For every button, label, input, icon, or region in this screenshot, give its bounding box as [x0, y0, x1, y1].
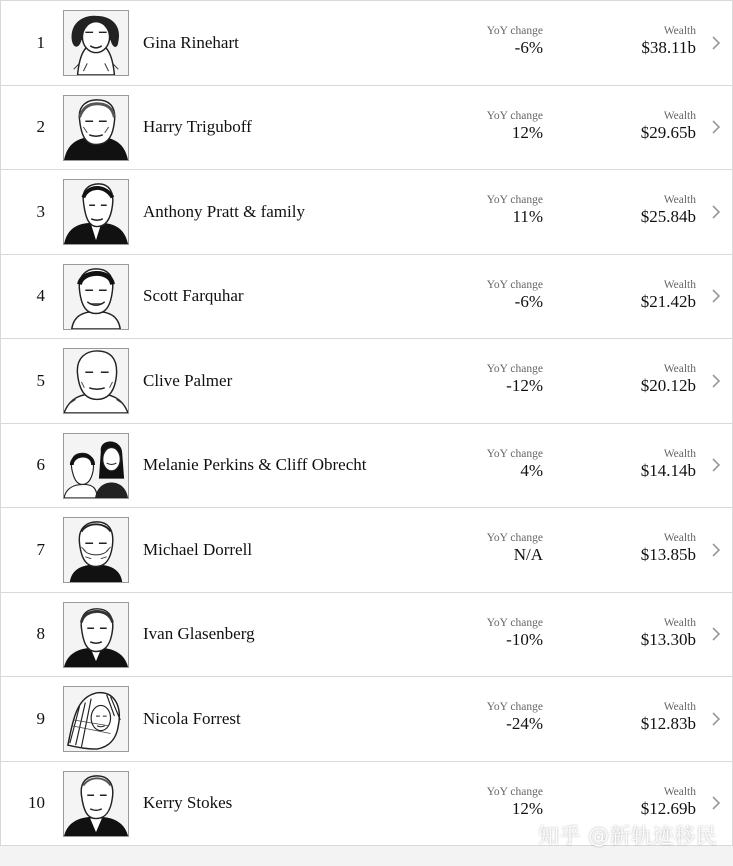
- yoy-value: N/A: [513, 545, 543, 564]
- yoy-change: [487, 110, 543, 142]
- wealth-label: Wealth: [663, 278, 696, 291]
- wealth-value: $29.65b: [640, 122, 696, 142]
- yoy-change: [487, 617, 543, 649]
- person-name[interactable]: Melanie Perkins & Cliff Obrecht: [143, 455, 367, 475]
- yoy-value: 11%: [512, 207, 543, 226]
- person-name[interactable]: Clive Palmer: [143, 370, 233, 390]
- list-item[interactable]: [0, 255, 733, 340]
- list-item[interactable]: [0, 86, 733, 171]
- yoy-change: [487, 25, 543, 57]
- wealth: [641, 786, 696, 818]
- person-name[interactable]: Gina Rinehart: [143, 32, 239, 52]
- wealth: [641, 448, 696, 480]
- yoy-label: YoY change: [486, 447, 543, 460]
- rank-number: 7: [36, 539, 45, 559]
- yoy-change: [487, 448, 543, 480]
- chevron-right-icon[interactable]: [710, 287, 722, 305]
- wealth-label: Wealth: [663, 701, 696, 713]
- rank-number: 8: [36, 624, 45, 644]
- wealth-value: $12.83b: [640, 714, 696, 733]
- yoy-label: YoY change: [486, 278, 543, 291]
- yoy-label: YoY change: [486, 194, 543, 206]
- rank-number: 3: [36, 201, 45, 221]
- wealth-label: Wealth: [663, 194, 696, 206]
- rank-number: 9: [36, 708, 45, 728]
- portrait-image: [63, 602, 129, 668]
- portrait-image: [63, 10, 129, 76]
- portrait-image: [63, 179, 129, 245]
- wealth: [641, 110, 696, 142]
- chevron-right-icon[interactable]: [710, 794, 722, 812]
- rank-number: 2: [36, 117, 45, 137]
- rank-number: 4: [36, 286, 45, 306]
- list-item[interactable]: [0, 508, 733, 593]
- yoy-value: -12%: [506, 376, 543, 395]
- chevron-right-icon[interactable]: [710, 34, 722, 52]
- yoy-change: [487, 279, 543, 311]
- watermark-text: 知乎 @新轨迹移民: [538, 824, 718, 848]
- wealth-label: Wealth: [663, 532, 696, 544]
- person-name[interactable]: Scott Farquhar: [143, 286, 244, 306]
- yoy-value: -6%: [514, 38, 543, 57]
- portrait-image: [63, 517, 129, 583]
- yoy-change: [487, 194, 543, 226]
- chevron-right-icon[interactable]: [710, 203, 722, 221]
- portrait-image: [63, 95, 129, 161]
- wealth-value: $14.14b: [640, 460, 696, 480]
- wealth-label: Wealth: [663, 25, 696, 37]
- wealth-value: $38.11b: [641, 38, 696, 57]
- wealth-value: $21.42b: [640, 291, 696, 311]
- wealth-label: Wealth: [663, 447, 696, 460]
- yoy-change: [487, 786, 543, 818]
- list-item[interactable]: [0, 1, 733, 86]
- portrait-image: [63, 686, 129, 752]
- yoy-label: YoY change: [486, 363, 543, 375]
- wealth: [641, 25, 696, 57]
- wealth: [641, 194, 696, 226]
- yoy-value: 4%: [520, 460, 543, 480]
- yoy-label: YoY change: [486, 701, 543, 713]
- wealth: [641, 617, 696, 649]
- person-name[interactable]: Nicola Forrest: [143, 708, 241, 728]
- chevron-right-icon[interactable]: [710, 118, 722, 136]
- portrait-image: [63, 348, 129, 414]
- yoy-value: -10%: [506, 629, 543, 649]
- list-item[interactable]: [0, 339, 733, 424]
- yoy-change: [487, 363, 543, 395]
- chevron-right-icon[interactable]: [710, 625, 722, 643]
- chevron-right-icon[interactable]: [710, 456, 722, 474]
- yoy-label: YoY change: [486, 785, 543, 798]
- wealth-label: Wealth: [663, 785, 696, 798]
- portrait-image: [63, 264, 129, 330]
- wealth-label: Wealth: [663, 109, 696, 122]
- person-name[interactable]: Michael Dorrell: [143, 539, 253, 559]
- wealth-value: $13.30b: [640, 629, 696, 649]
- wealth-value: $25.84b: [640, 207, 696, 226]
- yoy-label: YoY change: [486, 25, 543, 37]
- chevron-right-icon[interactable]: [710, 372, 722, 390]
- list-item[interactable]: [0, 677, 733, 762]
- rank-number: 1: [36, 32, 45, 52]
- wealth-value: $13.85b: [640, 545, 696, 564]
- yoy-value: 12%: [511, 122, 543, 142]
- yoy-label: YoY change: [486, 616, 543, 629]
- wealth: [641, 279, 696, 311]
- list-item[interactable]: [0, 593, 733, 678]
- wealth-label: Wealth: [663, 363, 696, 375]
- wealth-value: $20.12b: [640, 376, 696, 395]
- person-name[interactable]: Harry Triguboff: [143, 117, 252, 137]
- person-name[interactable]: Kerry Stokes: [143, 793, 233, 813]
- yoy-change: [487, 532, 543, 564]
- rank-number: 6: [36, 455, 45, 475]
- rank-number: 10: [28, 793, 45, 813]
- wealth: [641, 532, 696, 564]
- yoy-change: [487, 701, 543, 733]
- list-item[interactable]: [0, 424, 733, 509]
- yoy-label: YoY change: [486, 109, 543, 122]
- chevron-right-icon[interactable]: [710, 710, 722, 728]
- portrait-image: [63, 771, 129, 837]
- rank-number: 5: [36, 370, 45, 390]
- portrait-image: [63, 433, 129, 499]
- yoy-value: -6%: [514, 291, 543, 311]
- wealth: [641, 701, 696, 733]
- yoy-value: -24%: [506, 714, 543, 733]
- chevron-right-icon[interactable]: [710, 541, 722, 559]
- yoy-label: YoY change: [486, 532, 543, 544]
- wealth-value: $12.69b: [640, 798, 696, 818]
- list-item[interactable]: [0, 170, 733, 255]
- person-name[interactable]: Ivan Glasenberg: [143, 624, 255, 644]
- person-name[interactable]: Anthony Pratt & family: [143, 201, 305, 221]
- yoy-value: 12%: [511, 798, 543, 818]
- wealth-label: Wealth: [663, 616, 696, 629]
- wealth: [641, 363, 696, 395]
